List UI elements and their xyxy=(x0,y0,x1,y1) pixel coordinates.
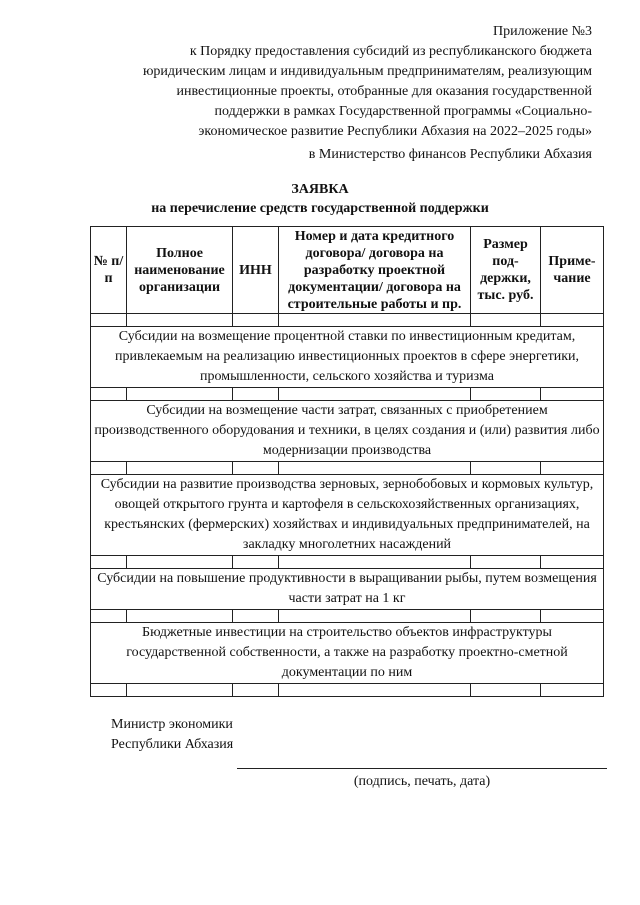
table-cell[interactable] xyxy=(233,462,279,475)
table-cell[interactable] xyxy=(279,314,471,327)
table-cell[interactable] xyxy=(233,314,279,327)
appendix-line: к Порядку предоставления субсидий из республиканского бюджета xyxy=(189,44,592,59)
section-title: Субсидии на повышение продуктивности в выращивании рыбы, путем возмещения части затрат на 1 кг xyxy=(91,569,604,610)
recipient-line: в Министерство финансов Республики Абхазия xyxy=(308,147,592,162)
document-title xyxy=(0,180,640,218)
table-cell[interactable] xyxy=(541,462,604,475)
table-row xyxy=(91,684,604,697)
table-cell[interactable] xyxy=(279,556,471,569)
table-cell[interactable] xyxy=(279,610,471,623)
signature-caption: (подпись, печать, дата) xyxy=(353,774,491,789)
section-row xyxy=(91,401,604,462)
appendix-line: экономическое развитие Республики Абхазия на 2022–2025 годы» xyxy=(198,124,592,139)
signatory-position xyxy=(111,715,233,755)
signatory-line: Министр экономики xyxy=(111,717,233,732)
signatory-line: Республики Абхазия xyxy=(111,737,234,752)
table-cell[interactable] xyxy=(471,684,541,697)
title-sub: на перечисление средств государственной поддержки xyxy=(151,201,489,216)
table-cell[interactable] xyxy=(91,462,127,475)
column-header-inn: ИНН xyxy=(233,227,279,314)
column-header-note: Приме-чание xyxy=(541,227,604,314)
table-cell[interactable] xyxy=(233,684,279,697)
table-cell[interactable] xyxy=(91,314,127,327)
table-cell[interactable] xyxy=(471,314,541,327)
column-header-contract: Номер и дата кредитного договора/ договора на разработку проектной документации/ договора на строительные работы и пр. xyxy=(279,227,471,314)
table-cell[interactable] xyxy=(541,684,604,697)
section-row xyxy=(91,569,604,610)
signature-line xyxy=(237,768,607,769)
column-header-organization: Полное наименование организации xyxy=(127,227,233,314)
table-cell[interactable] xyxy=(279,684,471,697)
column-header-amount: Размер под-держки, тыс. руб. xyxy=(471,227,541,314)
table-cell[interactable] xyxy=(233,388,279,401)
table-cell[interactable] xyxy=(127,388,233,401)
appendix-line: юридическим лицам и индивидуальным предпринимателям, реализующим xyxy=(142,64,592,79)
table-cell[interactable] xyxy=(471,610,541,623)
section-row xyxy=(91,623,604,684)
table-cell[interactable] xyxy=(279,462,471,475)
section-title: Субсидии на возмещение процентной ставки по инвестиционным кредитам, привлекаемым на реализацию инвестиционных проектов в сфере энергетики, промышленности, сельского хозяйства и туризма xyxy=(91,327,604,388)
section-title: Субсидии на развитие производства зерновых, зернобобовых и кормовых культур, овощей открытого грунта и картофеля в сельскохозяйственных организациях, крестьянских (фермерских) хозяйствах и индивидуальных предпринимателей, на закладку многолетних насаждений xyxy=(91,475,604,556)
table-cell[interactable] xyxy=(233,610,279,623)
table-row xyxy=(91,610,604,623)
application-table xyxy=(90,226,604,697)
column-header-number: № п/п xyxy=(91,227,127,314)
appendix-number: Приложение №3 xyxy=(493,24,592,39)
table-row xyxy=(91,314,604,327)
table-cell[interactable] xyxy=(91,556,127,569)
table-cell[interactable] xyxy=(127,556,233,569)
table-cell[interactable] xyxy=(541,388,604,401)
table-row xyxy=(91,388,604,401)
table-cell[interactable] xyxy=(127,684,233,697)
title-main: ЗАЯВКА xyxy=(291,182,349,197)
table-cell[interactable] xyxy=(471,462,541,475)
table-cell[interactable] xyxy=(91,388,127,401)
table-row xyxy=(91,462,604,475)
table-cell[interactable] xyxy=(541,610,604,623)
table-cell[interactable] xyxy=(471,556,541,569)
table-cell[interactable] xyxy=(471,388,541,401)
section-title: Субсидии на возмещение части затрат, связанных с приобретением производственного оборудования и техники, в целях создания и (или) развития либо модернизации производства xyxy=(91,401,604,462)
appendix-header xyxy=(72,22,592,142)
section-row xyxy=(91,327,604,388)
table-cell[interactable] xyxy=(279,388,471,401)
table-cell[interactable] xyxy=(127,462,233,475)
table-cell[interactable] xyxy=(127,610,233,623)
appendix-line: поддержки в рамках Государственной программы «Социально- xyxy=(214,104,592,119)
table-header-row xyxy=(91,227,604,314)
table-cell[interactable] xyxy=(541,556,604,569)
section-title: Бюджетные инвестиции на строительство объектов инфраструктуры государственной собственности, а также на разработку проектно-сметной документации по ним xyxy=(91,623,604,684)
table-cell[interactable] xyxy=(127,314,233,327)
table-cell[interactable] xyxy=(91,610,127,623)
section-row xyxy=(91,475,604,556)
table-cell[interactable] xyxy=(91,684,127,697)
appendix-line: инвестиционные проекты, отобранные для оказания государственной xyxy=(176,84,592,99)
table-cell[interactable] xyxy=(233,556,279,569)
table-row xyxy=(91,556,604,569)
table-cell[interactable] xyxy=(541,314,604,327)
